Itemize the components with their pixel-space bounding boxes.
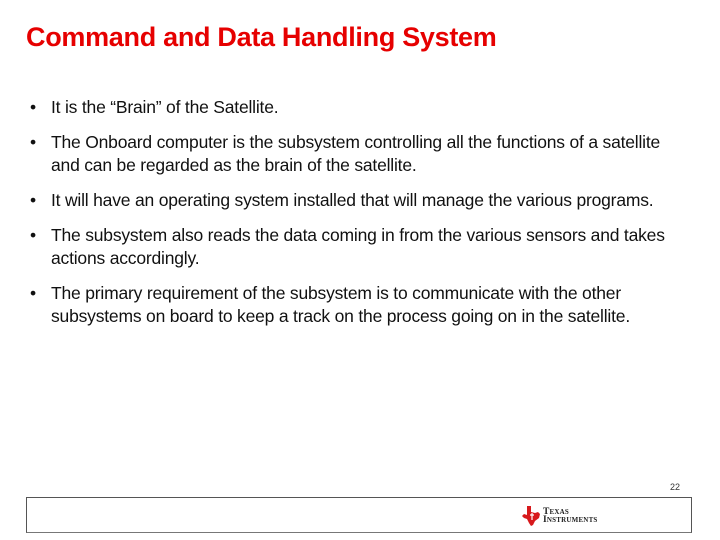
texas-instruments-logo [522,504,598,528]
bullet-icon: • [30,283,36,303]
bullet-icon: • [30,190,36,210]
bullet-icon: • [30,132,36,152]
bullet-text: The primary requirement of the subsystem is to communicate with the other subsystems on board to keep a track on the process going on in the satellite. [51,283,630,326]
bullet-text: The subsystem also reads the data coming in from the various sensors and takes actions accordingly. [51,225,665,268]
bullet-item [30,224,690,270]
bullet-list [30,96,690,340]
bullet-item [30,131,690,177]
bullet-icon: • [30,97,36,117]
page-number: 22 [670,482,681,492]
bullet-text: It will have an operating system installed that will manage the various programs. [51,190,654,210]
bullet-text: It is the “Brain” of the Satellite. [51,97,279,117]
bullet-item [30,189,690,212]
bullet-text: The Onboard computer is the subsystem controlling all the functions of a satellite and can be regarded as the brain of the satellite. [51,132,661,175]
bullet-icon: • [30,225,36,245]
bullet-item [30,96,690,119]
slide-title: Command and Data Handling System [26,22,497,52]
bullet-item [30,282,690,328]
texas-state-icon [522,506,540,526]
logo-wordmark: TEXAS INSTRUMENTS [543,507,598,525]
